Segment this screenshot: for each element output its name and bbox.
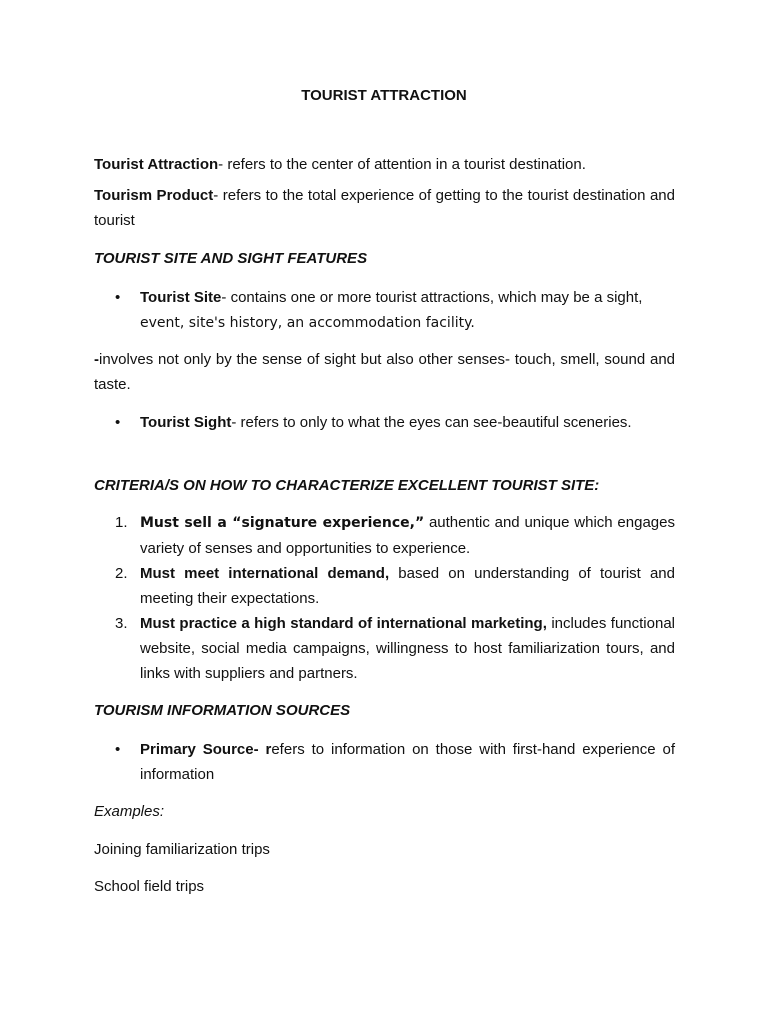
tourism-product-definition: [94, 183, 675, 233]
section-heading-info-sources: TOURISM INFORMATION SOURCES: [94, 702, 351, 719]
examples-label: Examples:: [94, 803, 165, 820]
term-tourist-sight: Tourist Sight: [140, 414, 232, 431]
bullet-text-tourist-site: [140, 285, 675, 336]
criteria-bold: Must meet international demand,: [140, 565, 390, 582]
bullet-primary-source: [115, 737, 675, 787]
section-heading-site-sight: TOURIST SITE AND SIGHT FEATURES: [94, 250, 368, 267]
definition-tourist-site: - contains one or more tourist attractions, which may be a sight,: [221, 289, 643, 306]
definition-primary-source: efers to information on those with first-hand experience of information: [140, 741, 676, 783]
criteria-number: 1.: [115, 514, 128, 531]
page-title: TOURIST ATTRACTION: [301, 87, 467, 104]
term-tourist-site: Tourist Site: [140, 289, 222, 306]
criteria-bold: Must practice a high standard of international marketing,: [140, 615, 547, 632]
senses-dash: -: [94, 351, 99, 368]
bullet-text-tourist-sight: [140, 410, 675, 435]
senses-text: involves not only by the sense of sight but also other senses- touch, smell, sound and taste.: [94, 351, 675, 393]
criteria-rest: includes functional website, social media campaigns, willingness to host familiarization tours, and links with suppliers and partners.: [140, 615, 675, 682]
criteria-text: [140, 510, 675, 561]
term-tourist-attraction: Tourist Attraction: [94, 156, 219, 173]
term-primary-source: Primary Source- r: [140, 741, 272, 758]
definition-tourist-sight: - refers to only to what the eyes can see-beautiful sceneries.: [231, 414, 632, 431]
criteria-text: [140, 561, 675, 611]
criteria-bold: Must sell a “signature experience,”: [140, 515, 425, 531]
definition-tourism-product: - refers to the total experience of getting to the tourist destination and tourist: [94, 187, 675, 229]
criteria-text: [140, 611, 675, 686]
criteria-number: 3.: [115, 615, 128, 632]
bullet-icon: •: [115, 289, 121, 306]
example-item: Joining familiarization trips: [94, 841, 270, 858]
tourist-attraction-definition: [94, 152, 675, 177]
bullet-tourist-sight: [115, 410, 675, 435]
criteria-rest: based on understanding of tourist and meeting their expectations.: [140, 565, 675, 607]
bullet-icon: •: [115, 414, 121, 431]
section-heading-criteria: CRITERIA/S ON HOW TO CHARACTERIZE EXCELLENT TOURIST SITE:: [94, 477, 600, 494]
continuation-tourist-site: event, site's history, an accommodation facility.: [140, 315, 475, 331]
bullet-tourist-site: [115, 285, 675, 335]
criteria-number: 2.: [115, 565, 128, 582]
bullet-text-primary-source: [140, 737, 675, 787]
definition-tourist-attraction: - refers to the center of attention in a tourist destination.: [218, 156, 586, 173]
criteria-item-2: [115, 561, 675, 611]
term-tourism-product: Tourism Product: [94, 187, 214, 204]
bullet-icon: •: [115, 741, 121, 758]
senses-note: [94, 347, 675, 397]
criteria-item-3: [115, 611, 675, 686]
criteria-item-1: [115, 510, 675, 560]
example-item: School field trips: [94, 878, 205, 895]
criteria-rest: authentic and unique which engages variety of senses and opportunities to experience.: [140, 514, 675, 557]
